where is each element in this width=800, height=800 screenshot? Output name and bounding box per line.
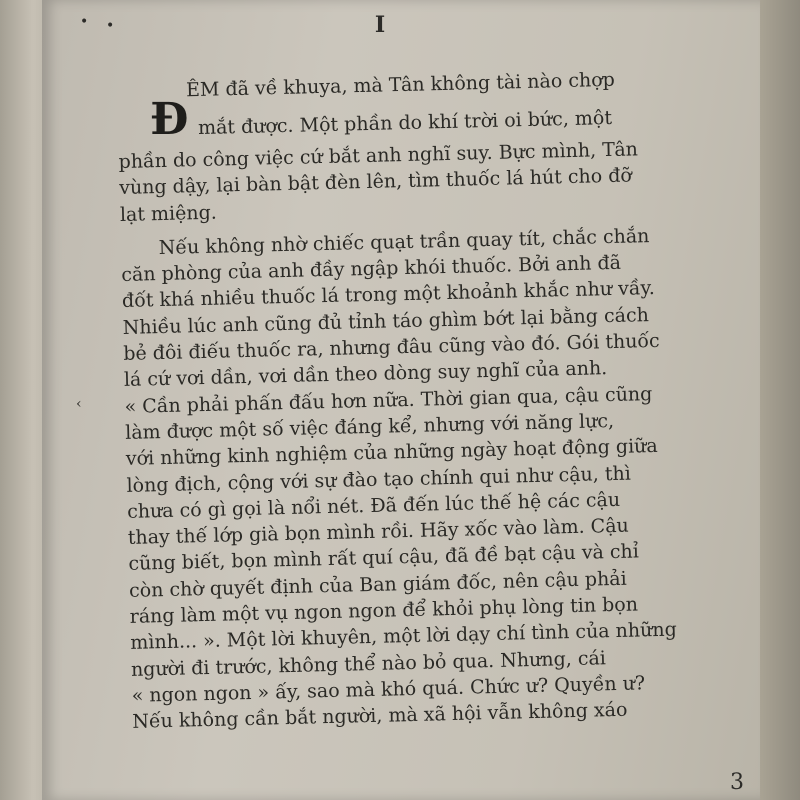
stain-mark: ‹ — [76, 396, 82, 412]
text-line: cũng biết, bọn mình rất quí cậu, đã đề bạt cậu và chỉ — [128, 540, 640, 576]
stain-mark: • — [80, 14, 89, 30]
text-line-2: mắt được. Một phần do khí trời oi bức, một — [197, 106, 613, 140]
text-line: lạt miệng. — [119, 201, 218, 226]
text-line: mình... ». Một lời khuyên, một lời dạy chí tình của những — [130, 618, 678, 655]
text-line: lá cứ vơi dần, vơi dần theo dòng suy nghĩ của anh. — [123, 357, 608, 392]
text-line: đốt khá nhiều thuốc lá trong một khoảnh khắc như vầy. — [121, 277, 656, 313]
text-line: « ngon ngon » ấy, sao mà khó quá. Chức ư? Quyền ư? — [131, 672, 646, 707]
text-line: phần do công việc cứ bắt anh nghĩ suy. Bực mình, Tân — [118, 138, 639, 173]
page-number: 3 — [730, 770, 744, 795]
text-line: Nếu không cần bắt người, mà xã hội vẫn không xáo — [132, 698, 628, 734]
text-line: với những kinh nghiệm của những ngày hoạt động giữa — [125, 435, 658, 471]
text-line: lòng địch, cộng với sự đào tạo chính qui như cậu, thì — [126, 462, 632, 497]
body-text — [118, 121, 733, 737]
stain-mark: • — [106, 18, 115, 34]
text-line: Nhiều lúc anh cũng đủ tỉnh táo ghìm bớt lại bằng cách — [122, 303, 650, 339]
text-line: Nếu không nhờ chiếc quạt trần quay tít, chắc chắn — [158, 224, 650, 259]
text-line: người đi trước, không thể nào bỏ qua. Nhưng, cái — [130, 646, 607, 681]
drop-cap: Đ — [150, 94, 189, 145]
text-line-1: ÊM đã về khuya, mà Tân không tài nào chợp — [185, 68, 616, 102]
text-line: ráng làm một vụ ngon ngon để khỏi phụ lòng tin bọn — [129, 593, 639, 628]
text-line: làm được một số việc đáng kể, nhưng với năng lực, — [124, 409, 615, 444]
text-line: chưa có gì gọi là nổi nét. Đã đến lúc thế hệ các cậu — [126, 488, 621, 523]
book-edge — [760, 0, 800, 800]
text-line: vùng dậy, lại bàn bật đèn lên, tìm thuốc lá hút cho đỡ — [119, 164, 633, 200]
text-line: còn chờ quyết định của Ban giám đốc, nên cậu phải — [128, 567, 627, 602]
text-line: căn phòng của anh đầy ngập khói thuốc. Bởi anh đã — [121, 251, 622, 287]
text-line: bẻ đôi điếu thuốc ra, nhưng đâu cũng vào đó. Gói thuốc — [123, 329, 660, 366]
text-line: thay thế lớp già bọn mình rồi. Hãy xốc vào làm. Cậu — [127, 514, 630, 550]
text-line: « Cần phải phấn đấu hơn nữa. Thời gian qua, cậu cũng — [124, 382, 653, 418]
chapter-number: I — [374, 12, 386, 38]
